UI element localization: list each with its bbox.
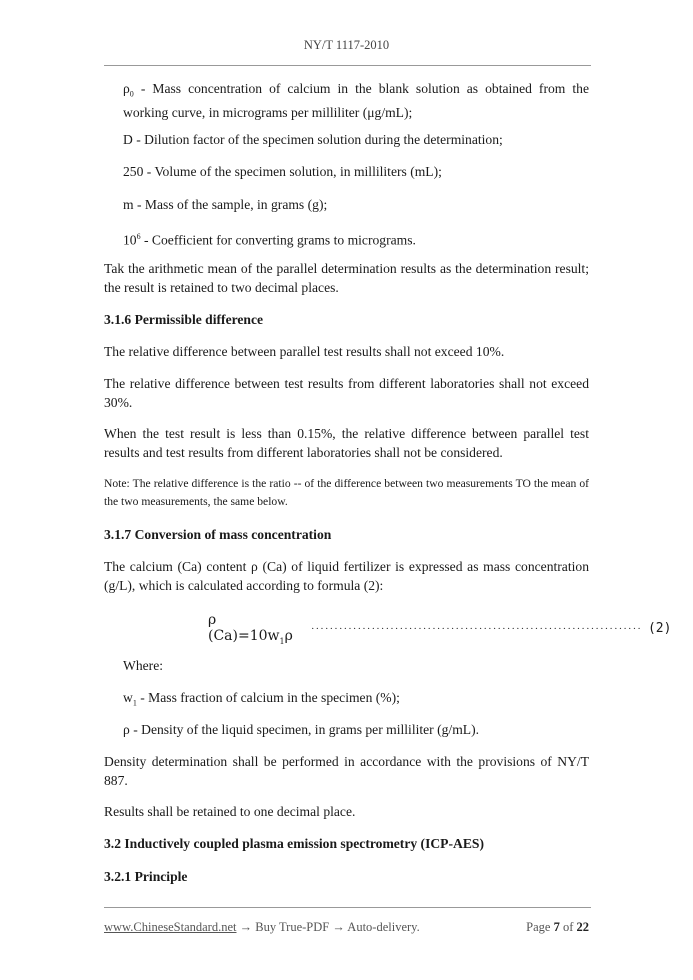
def-m: m - Mass of the sample, in grams (g); (123, 197, 328, 212)
note-relative-diff: Note: The relative difference is the ratio -- of the difference between two measurements TO the mean of the two measurements, the same below. (104, 477, 589, 508)
footer-rule (104, 907, 591, 908)
page-indicator: Page 7 of 22 (526, 920, 589, 934)
header-rule (104, 65, 591, 66)
para-parallel-diff: The relative difference between parallel test results shall not exceed 10%. (104, 344, 505, 359)
where-label: Where: (123, 658, 163, 673)
para-lab-diff: The relative difference between test results from different laboratories shall not exceed 30%. (104, 376, 589, 410)
formula-number: (2) (647, 621, 672, 637)
heading-3-2-1: 3.2.1 Principle (104, 869, 188, 884)
site-link[interactable]: www.ChineseStandard.net (104, 920, 237, 934)
footer-promo: www.ChineseStandard.net → Buy True-PDF → Auto-delivery. (104, 920, 420, 934)
para-arithmetic-mean: Tak the arithmetic mean of the parallel determination results as the determination result; the result is retained to two decimal places. (104, 261, 589, 295)
def-rho: ρ - Density of the liquid specimen, in grams per milliliter (g/mL). (123, 722, 480, 737)
para-density: Density determination shall be performed in accordance with the provisions of NY/T 887. (104, 754, 589, 788)
document-code: NY/T 1117-2010 (303, 38, 390, 52)
heading-3-2: 3.2 Inductively coupled plasma emission spectrometry (ICP-AES) (104, 836, 484, 851)
footer (104, 920, 589, 935)
def-250: 250 - Volume of the specimen solution, in milliliters (mL); (123, 164, 442, 179)
formula-2 (208, 612, 672, 646)
para-rounding: Results shall be retained to one decimal place. (104, 804, 356, 819)
def-w1: $w_1$ - Mass fraction of calcium in the specimen (%); (123, 690, 400, 708)
heading-3-1-6: 3.1.6 Permissible difference (104, 312, 264, 327)
def-10e6: $10^6$ - Coefficient for converting grams to micrograms. (123, 232, 416, 248)
heading-3-1-7: 3.1.7 Conversion of mass concentration (104, 527, 332, 542)
def-d: D - Dilution factor of the specimen solution during the determination; (123, 132, 503, 147)
formula-expression: ρ $(Ca)=10w_1\rho$ (208, 612, 293, 646)
def-rho0: $\rho_0$ - Mass concentration of calcium in the blank solution as obtained from the working curve, in micrograms per milliliter (μg/mL); (123, 81, 589, 121)
para-conversion: The calcium (Ca) content ρ (Ca) of liquid fertilizer is expressed as mass concentration (g/L), which is calculated according to formula (2): (104, 559, 589, 593)
formula-leader-dots: ······································································· (310, 622, 642, 635)
para-low-result: When the test result is less than 0.15%, the relative difference between parallel test results and test results from different laboratories shall not be considered. (104, 426, 589, 460)
